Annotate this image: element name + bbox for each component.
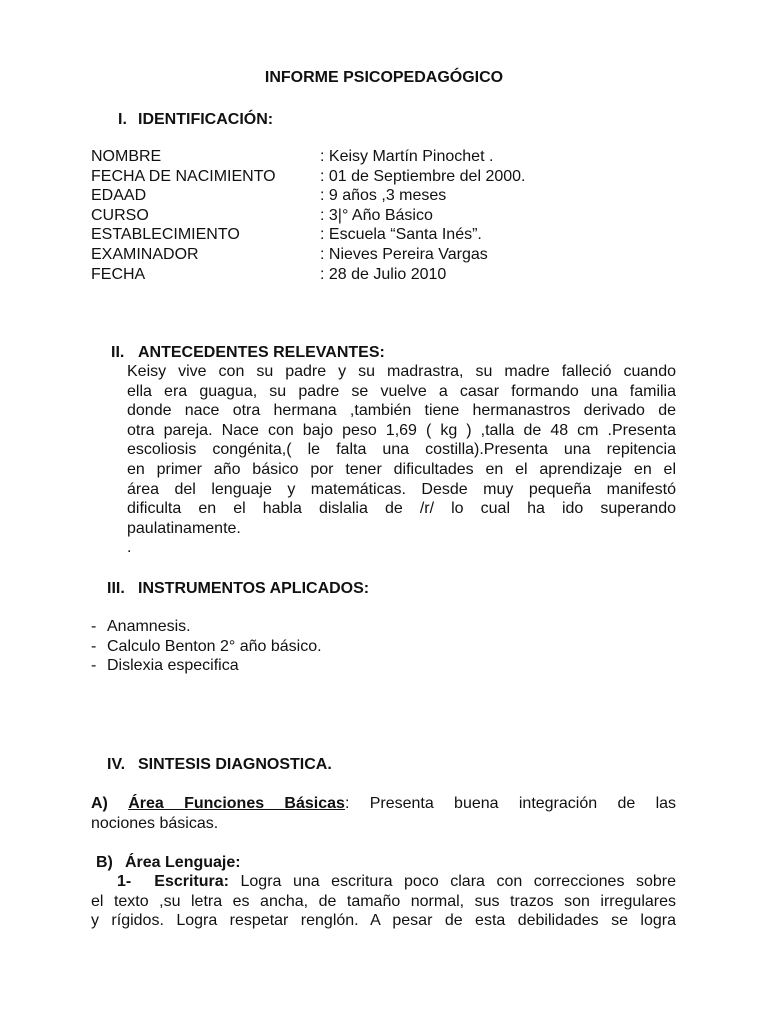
- id-label: NOMBRE: [91, 148, 162, 165]
- bullet-dash: -: [91, 638, 97, 655]
- paragraph-line: dificulta en el habla dislalia de /r/ lo cual ha ido superando: [127, 500, 676, 518]
- bullet-dash: -: [91, 618, 97, 635]
- id-label: EXAMINADOR: [91, 246, 199, 263]
- paragraph-line: paulatinamente.: [127, 519, 241, 537]
- section-3-number: III.: [107, 580, 125, 597]
- paragraph-line: donde nace otra hermana ,también tiene hermanastros derivado de: [127, 402, 676, 420]
- subsection-a-marker: A): [91, 795, 108, 812]
- subsection-a-line: [91, 794, 676, 814]
- trailing-dot: .: [127, 539, 132, 557]
- id-value: : Escuela “Santa Inés”.: [320, 226, 482, 243]
- antecedentes-paragraph: [127, 362, 676, 558]
- id-value: : Nieves Pereira Vargas: [320, 246, 488, 263]
- subsection-b-title: Área Lenguaje:: [125, 854, 241, 871]
- section-3-heading: INSTRUMENTOS APLICADOS:: [138, 580, 370, 597]
- subsection-b1-line3: y rígidos. Logra respetar renglón. A pesar de esta debilidades se logra: [91, 912, 676, 930]
- subsection-a-colon: :: [344, 795, 350, 812]
- subsection-b1-line2: el texto ,su letra es ancha, de tamaño normal, sus trazos son irregulares: [91, 892, 676, 910]
- list-item-text: Calculo Benton 2° año básico.: [107, 638, 322, 655]
- document-title: INFORME PSICOPEDAGÓGICO: [264, 69, 504, 86]
- section-4-heading: SINTESIS DIAGNOSTICA.: [138, 756, 332, 773]
- id-value: : 9 años ,3 meses: [320, 187, 447, 204]
- bullet-dash: -: [91, 657, 97, 674]
- paragraph-line: en primer año básico por tener dificultades en el aprendizaje en el: [127, 460, 676, 478]
- subsection-a-text: Presenta buena integración de las: [349, 795, 677, 812]
- paragraph-line: área del lenguaje y matemáticas. Desde muy pequeña manifestó: [127, 480, 676, 498]
- id-label: FECHA: [91, 266, 146, 283]
- subsection-b1-line: [91, 872, 676, 892]
- paragraph-line: ella era guagua, su padre se vuelve a casar formando una familia: [127, 382, 676, 400]
- subsection-b1-marker: 1-: [117, 873, 132, 890]
- subsection-b1: [91, 872, 676, 931]
- section-1-heading: IDENTIFICACIÓN:: [138, 111, 274, 128]
- id-value: : Keisy Martín Pinochet .: [320, 148, 494, 165]
- id-label: EDAAD: [91, 187, 147, 204]
- subsection-a-line2: nociones básicas.: [91, 815, 219, 832]
- section-1-number: I.: [118, 111, 127, 128]
- id-label: ESTABLECIMIENTO: [91, 226, 240, 243]
- id-label: CURSO: [91, 207, 149, 224]
- subsection-b-marker: B): [96, 854, 113, 871]
- section-2-heading: ANTECEDENTES RELEVANTES:: [138, 344, 385, 361]
- list-item-text: Dislexia especifica: [107, 657, 239, 674]
- subsection-a: [91, 794, 676, 834]
- list-item-text: Anamnesis.: [107, 618, 191, 635]
- subsection-b1-text: Logra una escritura poco clara con correcciones sobre: [228, 873, 677, 890]
- id-value: : 01 de Septiembre del 2000.: [320, 168, 526, 185]
- section-2-number: II.: [111, 344, 125, 361]
- subsection-b1-title: Escritura:: [154, 873, 229, 890]
- paragraph-line: Keisy vive con su padre y su madrastra, su madre falleció cuando: [127, 363, 676, 380]
- id-value: : 28 de Julio 2010: [320, 266, 447, 283]
- subsection-a-title: Área Funciones Básicas: [128, 795, 345, 812]
- section-4-number: IV.: [107, 756, 126, 773]
- paragraph-line: escoliosis congénita,( le falta una costilla).Presenta una repitencia: [127, 441, 676, 459]
- id-value: : 3|° Año Básico: [320, 207, 433, 224]
- paragraph-line: otra pareja. Nace con bajo peso 1,69 ( kg ) ,talla de 48 cm .Presenta: [127, 421, 676, 439]
- id-label: FECHA DE NACIMIENTO: [91, 168, 276, 185]
